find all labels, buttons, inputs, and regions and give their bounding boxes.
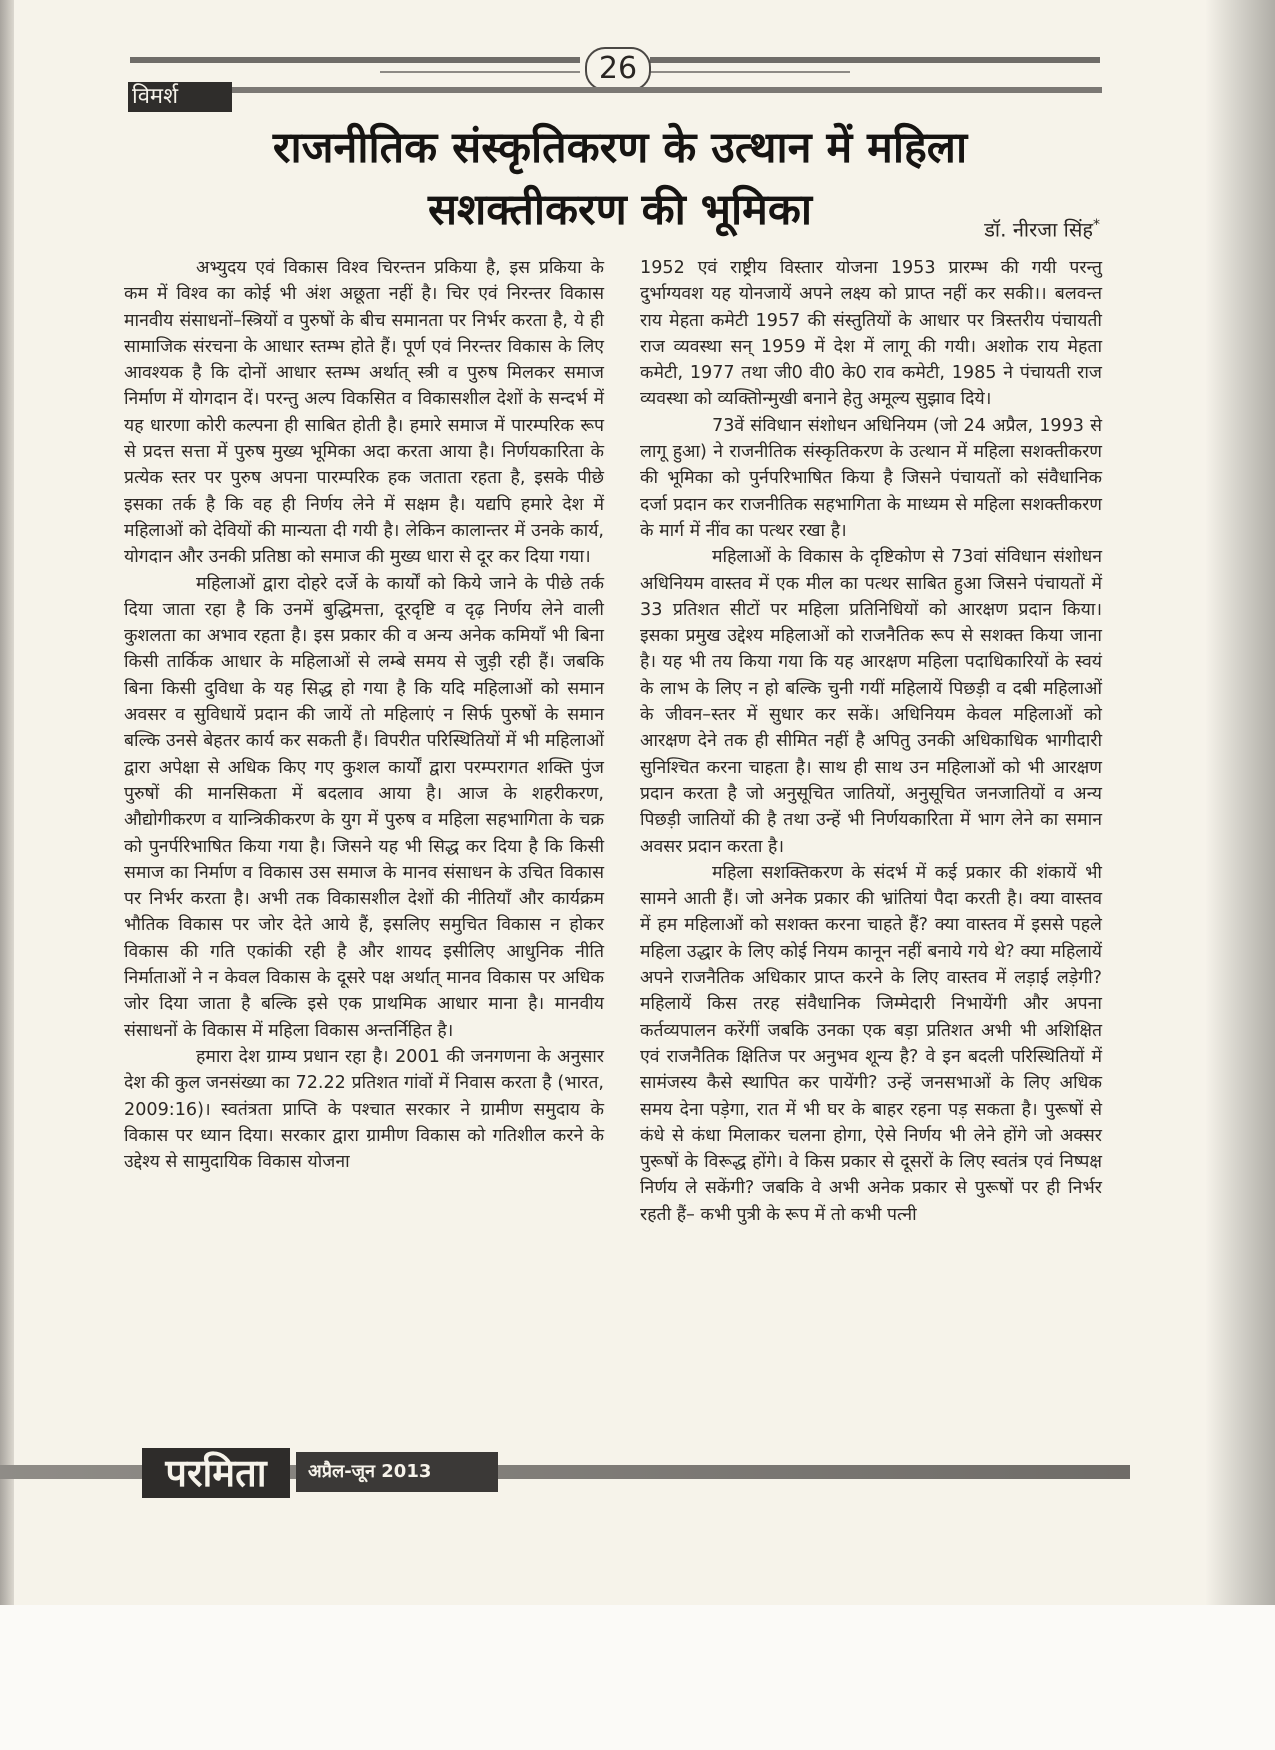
paragraph: महिलाओं के विकास के दृष्टिकोण से 73वां संविधान संशोधन अधिनियम वास्तव में एक मील का पत्थर साबित हुआ जिसने पंचायतों में 33 प्रतिशत सीटों पर महिला प्रतिनिधियों को आरक्षण प्रदान किया। इसका प्रमुख उद्देश्य महिलाओं को राजनैतिक रूप से सशक्त किया जाना है। यह भी तय किया गया कि यह आरक्षण महिला पदाधिकारियों के स्वयं के लाभ के लिए न हो बल्कि चुनी गयीं महिलायें पिछड़ी व दबी महिलाओं के जीवन–स्तर में सुधार कर सकें। अधिनियम केवल महिलाओं को आरक्षण देने तक ही सीमित नहीं है अपितु उनकी अधिकाधिक भागीदारी सुनिश्चित करना चाहता है। साथ ही साथ उन महिलाओं को भी आरक्षण प्रदान करता है जो अनुसूचित जातियों, अनुसूचित जनजातियों व अन्य पिछड़ी जातियों की है तथा उन्हें भी निर्णयकारिता में भाग लेने का समान अवसर प्रदान करता है। xyxy=(640,547,1102,857)
author-byline xyxy=(930,212,1100,243)
section-label: विमर्श xyxy=(128,82,232,112)
scan-left-edge xyxy=(0,0,14,1750)
article-title-line-1: राजनीतिक संस्कृतिकरण के उत्थान में महिला xyxy=(272,123,968,173)
paragraph: अभ्युदय एवं विकास विश्व चिरन्तन प्रकिया है, इस प्रकिया के कम में विश्व का कोई भी अंश अछूता नहीं है। चिर एवं निरन्तर विकास मानवीय संसाधनों–स्त्रियों व पुरुषों के बीच समानता पर निर्भर करता है, ये ही सामाजिक संरचना के आधार स्तम्भ होते हैं। पूर्ण एवं निरन्तर विकास के लिए आवश्यक है कि दोनों आधार स्तम्भ अर्थात् स्त्री व पुरुष मिलकर समाज निर्माण में योगदान दें। परन्तु अल्प विकसित व विकासशील देशों के सन्दर्भ में यह धारणा कोरी कल्पना ही साबित होती है। हमारे समाज में पारम्परिक रूप से प्रदत्त सत्ता में पुरुष मुख्य भूमिका अदा करता आया है। निर्णयकारिता के प्रत्येक स्तर पर पुरुष अपना पारम्परिक हक जताता रहता है, इसके पीछे इसका तर्क है कि वह ही निर्णय लेने में सक्षम है। यद्यपि हमारे देश में महिलाओं को देवियों की मान्यता दी गयी है। लेकिन कालान्तर में उनके कार्य, योगदान और उनकी प्रतिष्ठा को समाज की मुख्य धारा से दूर कर दिया गया। xyxy=(124,258,604,568)
paragraph: महिलाओं द्वारा दोहरे दर्जे के कार्यों को किये जाने के पीछे तर्क दिया जाता रहा है कि उनमें बुद्धिमत्ता, दूरदृष्टि व दृढ़ निर्णय लेने वाली कुशलता का अभाव रहता है। इस प्रकार की व अन्य अनेक कमियाँ भी बिना किसी तार्किक आधार के महिलाओं से लम्बे समय से जुड़ी रही हैं। जबकि बिना किसी दुविधा के यह सिद्ध हो गया है कि यदि महिलाओं को समान अवसर व सुविधायें प्रदान की जायें तो महिलाएं न सिर्फ पुरुषों के समान बल्कि उनसे बेहतर कार्य कर सकती हैं। विपरीत परिस्थितियों में भी महिलाओं द्वारा अपेक्षा से अधिक किए गए कुशल कार्यों द्वारा परम्परागत शक्ति पुंज पुरुषों की मानसिकता में बदलाव आया है। आज के शहरीकरण, औद्योगीकरण व यान्त्रिकीकरण के युग में पुरुष व महिला सहभागिता के चक्र को पुनर्परिभाषित किया गया है। जिसने यह भी सिद्ध कर दिया है कि किसी समाज का निर्माण व विकास उस समाज के मानव संसाधन के उचित विकास पर निर्भर करता है। अभी तक विकासशील देशों की नीतियाँ और कार्यक्रम भौतिक विकास पर जोर देते आये हैं, इसलिए समुचित विकास न होकर विकास की गति एकांकी रही है और शायद इसीलिए आधुनिक नीति निर्माताओं ने न केवल विकास के दूसरे पक्ष अर्थात् मानव विकास पर अधिक जोर दिया जाता है बल्कि इसे एक प्राथमिक आधार माना है। मानवीय संसाधनों के विकास में महिला विकास अन्तर्निहित है। xyxy=(124,573,604,1041)
scan-binding-shadow xyxy=(1205,0,1275,1750)
article-column-right xyxy=(640,255,1102,1228)
header-rule-left xyxy=(130,57,580,63)
scan-background-paper xyxy=(0,1605,1275,1750)
page-number: 26 xyxy=(585,47,651,91)
header-rule-right xyxy=(650,57,1100,63)
paragraph: 73वें संविधान संशोधन अधिनियम (जो 24 अप्रैल, 1993 से लागू हुआ) ने राजनीतिक संस्कृतिकरण के उत्थान में महिला सशक्तीकरण की भूमिका को पुर्नपरिभाषित किया है जिसने पंचायतों को संवैधानिक दर्जा प्रदान कर राजनीतिक सहभागिता के माध्यम से महिला सशक्तीकरण के मार्ग में नींव का पत्थर रखा है। xyxy=(640,415,1102,541)
paragraph: 1952 एवं राष्ट्रीय विस्तार योजना 1953 प्रारम्भ की गयी परन्तु दुर्भाग्यवश यह योनजायें अपने लक्ष्य को प्राप्त नहीं कर सकी।। बलवन्त राय मेहता कमेटी 1957 की संस्तुतियों के आधार पर त्रिस्तरीय पंचायती राज व्यवस्था सन् 1959 में देश में लागू की गयी। अशोक राय मेहता कमेटी, 1977 तथा जी0 वी0 के0 राव कमेटी, 1985 ने पंचायती राज व्यवस्था को व्यक्तिोन्मुखी बनाने हेतु अमूल्य सुझाव दिये। xyxy=(640,258,1102,410)
issue-date: अप्रैल-जून 2013 xyxy=(296,1452,498,1492)
header-thin-rule-left xyxy=(380,71,580,73)
paragraph: हमारा देश ग्राम्य प्रधान रहा है। 2001 की जनगणना के अनुसार देश की कुल जनसंख्या का 72.22 प्रतिशत गांवों में निवास करता है (भारत, 2009:16)। स्वतंत्रता प्राप्ति के पश्चात सरकार ने ग्रामीण समुदाय के विकास पर ध्यान दिया। सरकार द्वारा ग्रामीण विकास को गतिशील करने के उद्देश्य से सामुदायिक विकास योजना xyxy=(124,1046,604,1173)
header-thin-rule-right xyxy=(650,71,850,73)
author-footnote-mark: * xyxy=(1093,217,1100,233)
paragraph: महिला सशक्तिकरण के संदर्भ में कई प्रकार की शंकायें भी सामने आती हैं। जो अनेक प्रकार की भ्रांतियां पैदा करती है। क्या वास्तव में हम महिलाओं को सशक्त करना चाहते हैं? क्या वास्तव में इससे पहले महिला उद्धार के लिए कोई नियम कानून नहीं बनाये गये थे? क्या महिलायें अपने राजनैतिक अधिकार प्राप्त करने के लिए वास्तव में लड़ाई लड़ेगी? महिलायें किस तरह संवैधानिक जिम्मेदारी निभायेंगी और अपना कर्तव्यपालन करेंगीं जबकि उनका एक बड़ा प्रतिशत अभी भी अशिक्षित एवं राजनैतिक क्षितिज पर अनुभव शून्य है? वे इन बदली परिस्थितियों में सामंजस्य कैसे स्थापित कर पायेंगी? उन्हें जनसभाओं के लिए अधिक समय देना पड़ेगा, रात में भी घर के बाहर रहना पड़ सकता है। पुरूषों से कंधे से कंधा मिलाकर चलना होगा, ऐसे निर्णय भी लेने होंगे जो अक्सर पुरूषों के विरूद्ध होंगे। वे किस प्रकार से दूसरों के लिए स्वतंत्र एवं निष्पक्ष निर्णय ले सकेंगी? जबकि वे अभी अनेक प्रकार से पुरूषों पर ही निर्भर रहती हैं– कभी पुत्री के रूप में तो कभी पत्नी xyxy=(640,862,1102,1225)
magazine-logo: परमिता xyxy=(142,1448,290,1498)
article-title-line-2: सशक्तीकरण की भूमिका xyxy=(427,185,813,235)
section-rule xyxy=(232,87,1102,93)
author-name: डॉ. नीरजा सिंह xyxy=(984,217,1093,242)
article-column-left xyxy=(124,255,604,1175)
